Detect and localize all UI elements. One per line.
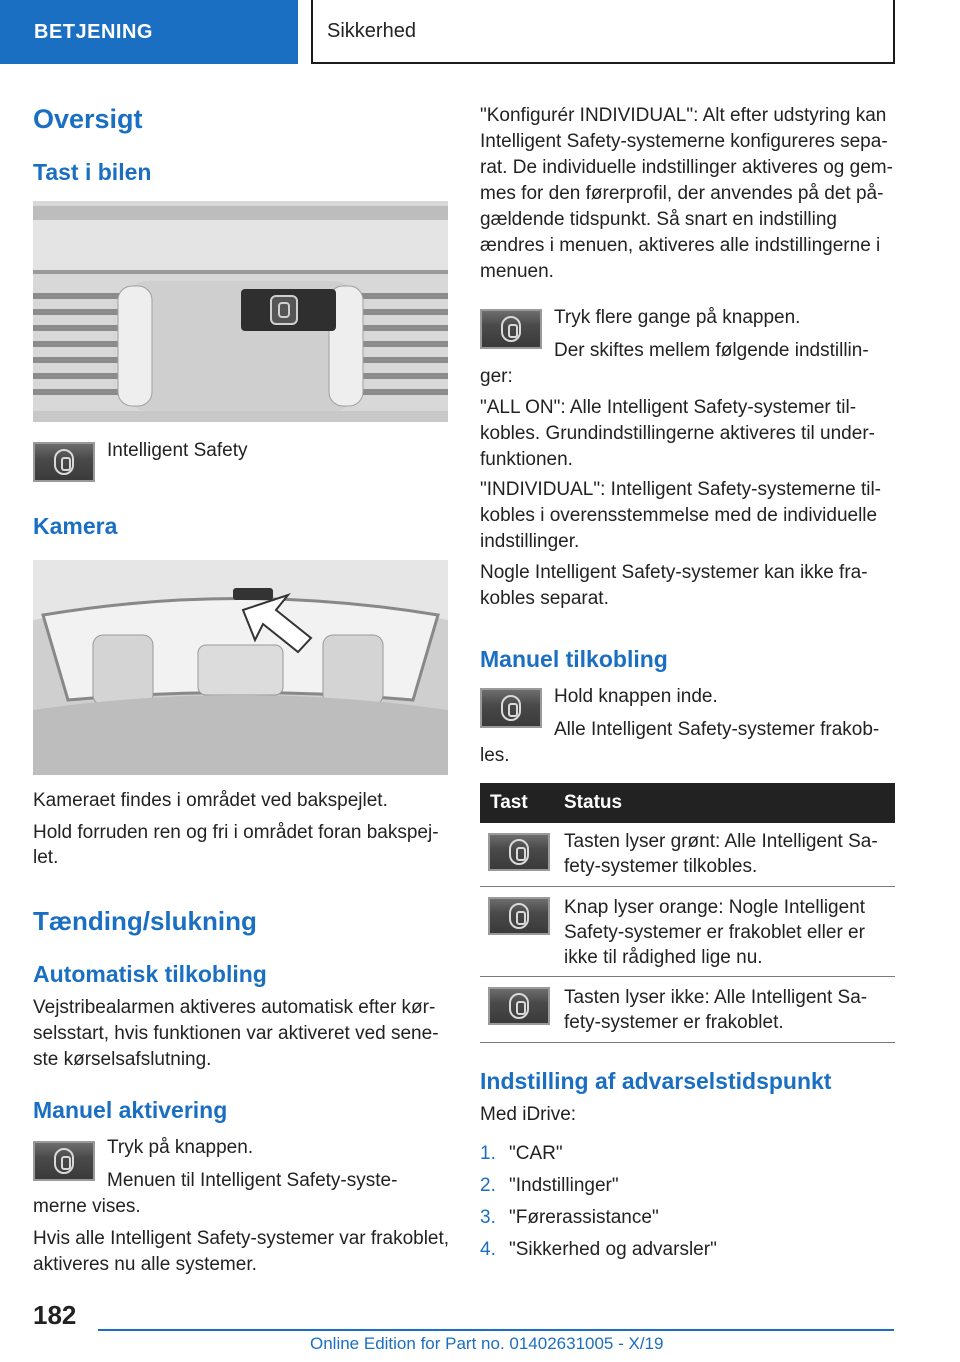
button-caption: Intelligent Safety [107,440,248,461]
nogle-line-1: Nogle Intelligent Safety-systemer kan ikke fra- [480,562,868,583]
footer-rule [98,1329,894,1331]
hold-line-2: Alle Intelligent Safety-systemer frakob- [554,719,880,740]
tryk-line-3: ger: [480,366,513,387]
step-2-text: "Indstillinger" [509,1175,619,1196]
heading-kamera: Kamera [33,513,118,539]
col-header-tast: Tast [490,792,528,813]
med-idrive: Med iDrive: [480,1104,577,1125]
allon-line-2: kobles. Grundindstillingerne aktiveres til under- [480,423,875,444]
step-3-number: 3. [480,1207,496,1228]
step-4-number: 4. [480,1239,496,1260]
individual-line-2: kobles i overensstemmelse med de individuelle [480,505,878,526]
heading-automatisk: Automatisk tilkobling [33,961,267,987]
button-green-icon [488,833,550,871]
heading-indstilling: Indstilling af advarselstidspunkt [480,1068,832,1094]
table-row [480,823,895,887]
auto-line-2: selsstart, hvis funktionen var aktiveret ved sene- [33,1023,439,1044]
manuel-line-2: Menuen til Intelligent Safety-syste- [107,1170,398,1191]
manuel-line-3: merne vises. [33,1196,141,1217]
config-line-3: rat. De individuelle indstillinger aktiveres og gem- [480,157,893,178]
config-line-7: menuen. [480,261,554,282]
section-title: BETJENING [34,20,153,43]
config-line-1: "Konfigurér INDIVIDUAL": Alt efter udstyring kan [480,105,887,126]
individual-line-3: indstillinger. [480,531,580,552]
camera-photo [33,560,448,775]
dashboard-illustration [33,201,448,422]
heading-oversigt: Oversigt [33,104,143,134]
row-1-status: Tasten lyser grønt: Alle Intelligent Sa- fety-systemer tilkobles. [564,831,878,877]
config-line-5: gældende tidspunkt. Så snart en indstilling [480,209,838,230]
hold-line-1: Hold knappen inde. [554,686,718,707]
heading-manuel-aktivering: Manuel aktivering [33,1097,228,1123]
manuel-line-5: aktiveres nu alle systemer. [33,1254,257,1275]
row-3-status: Tasten lyser ikke: Alle Intelligent Sa- fety-systemer er frakoblet. [564,987,868,1033]
step-3-text: "Førerassistance" [509,1207,659,1228]
page-number: 182 [33,1300,77,1330]
tryk-line-2: Der skiftes mellem følgende indstillin- [554,340,869,361]
row-2-status: Knap lyser orange: Nogle Intelligent Safety-systemer er frakoblet eller er ikke til rådighed lige nu. [564,897,866,968]
config-line-6: ændres i menuen, aktiveres alle indstillingerne i [480,235,881,256]
individual-line-1: "INDIVIDUAL": Intelligent Safety-systemerne til- [480,479,882,500]
kamera-text-1: Kameraet findes i området ved bakspejlet. [33,790,388,811]
status-table [480,783,895,1043]
button-icon-tryk [480,309,542,349]
config-line-2: Intelligent Safety-systemerne konfigureres sepa- [480,131,888,152]
step-1-text: "CAR" [509,1143,563,1164]
hold-line-3: les. [480,745,510,766]
col-header-status: Status [564,792,623,813]
kamera-text-2b: let. [33,847,59,868]
step-4-text: "Sikkerhed og advarsler" [509,1239,717,1260]
table-row [480,887,895,977]
edition-text: Online Edition for Part no. 01402631005 - X/19 [310,1334,664,1353]
manuel-line-4: Hvis alle Intelligent Safety-systemer var frakoblet, [33,1228,450,1249]
section-tab [0,0,298,64]
button-icon-hold [480,688,542,728]
heading-taending: Tænding/slukning [33,906,257,936]
heading-tast-i-bilen: Tast i bilen [33,159,152,185]
step-1-number: 1. [480,1143,496,1164]
dashboard-photo [33,201,448,422]
heading-manuel-tilkobling: Manuel tilkobling [480,646,668,672]
nogle-line-2: kobles separat. [480,588,609,609]
step-2-number: 2. [480,1175,496,1196]
auto-line-1: Vejstribealarmen aktiveres automatisk efter kør- [33,997,436,1018]
kamera-text-2a: Hold forruden ren og fri i området foran bakspej- [33,822,439,843]
button-icon-aktivering [33,1141,95,1181]
car-interior-illustration [33,560,448,775]
allon-line-1: "ALL ON": Alle Intelligent Safety-systemer til- [480,397,857,418]
manuel-line-1: Tryk på knappen. [107,1137,254,1158]
table-header [480,783,895,823]
allon-line-3: funktionen. [480,449,573,470]
auto-line-3: ste kørselsafslutning. [33,1049,212,1070]
button-off-icon [488,987,550,1025]
tryk-line-1: Tryk flere gange på knappen. [554,307,801,328]
chapter-tab [311,0,895,64]
table-row [480,977,895,1043]
chapter-title: Sikkerhed [327,19,416,42]
config-line-4: mes for den førerprofil, der anvendes på det på- [480,183,884,204]
intelligent-safety-button-icon [33,442,95,482]
button-orange-icon [488,897,550,935]
